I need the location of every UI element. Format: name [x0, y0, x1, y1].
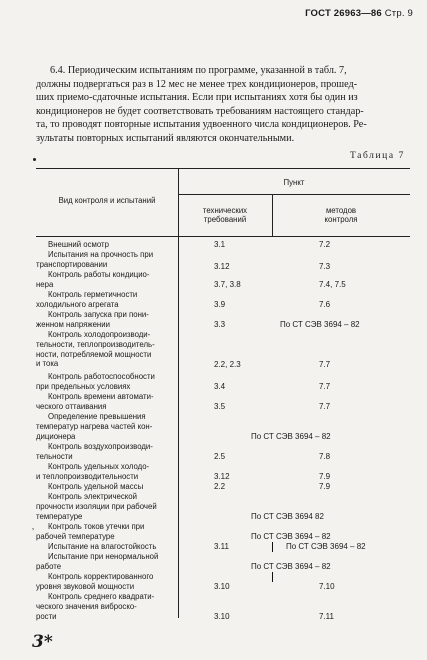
standard-number: ГОСТ 26963—86 — [305, 8, 382, 19]
header-col-meth — [272, 206, 410, 224]
row-meth: 7.7 — [319, 402, 331, 411]
row-name-line: Внешний осмотр — [48, 240, 109, 249]
row-name-line: ческого значения виброско- — [36, 601, 137, 611]
row-name-line: Контроль герметичности — [48, 290, 138, 299]
row-name-line: работе — [36, 561, 62, 571]
row-name — [36, 522, 178, 542]
row-name-line: Определение превышения — [48, 412, 146, 421]
row-req: 3.10 — [214, 582, 230, 591]
header-group-rule — [178, 194, 410, 195]
row-name-line: транспортировании — [36, 259, 108, 269]
row-name-line: Контроль времени автомати- — [48, 392, 154, 401]
row-meth: 7.10 — [319, 582, 335, 591]
row-name — [36, 250, 178, 270]
row-name-line: Контроль удельных холодо- — [48, 462, 150, 471]
column-divider-mark — [272, 542, 273, 552]
row-name — [36, 290, 178, 310]
header-bottom-rule — [36, 236, 410, 237]
page-header — [305, 8, 413, 19]
stray-mark: ‚ — [32, 521, 34, 531]
row-name — [36, 552, 178, 572]
header-col-name: Вид контроля и испытаний — [58, 196, 156, 205]
row-name-line: Контроль электрической — [48, 492, 137, 501]
row-name-line: диционера — [36, 431, 76, 441]
intro-line: кондиционеров не будет соответствовать требованиям настоящего стандар- — [36, 105, 364, 117]
row-name-line: тельности, теплопроизводитель- — [36, 339, 155, 349]
row-name-line: при предельных условиях — [36, 381, 131, 391]
row-name-line: холодильного агрегата — [36, 299, 119, 309]
row-meth: 7.11 — [319, 612, 334, 621]
header-col-req-line: технических — [202, 206, 248, 215]
row-name-line: прочности изоляции при рабочей — [36, 501, 157, 511]
row-name — [36, 392, 178, 412]
header-col-req — [178, 206, 272, 224]
row-name-line: Контроль токов утечки при — [48, 522, 145, 531]
row-name — [36, 270, 178, 290]
row-name-line: Контроль воздухопроизводи- — [48, 442, 153, 451]
row-name — [36, 542, 178, 552]
intro-line: зультаты повторных испытаний являются окончательными. — [36, 132, 295, 144]
row-req: 3.12 — [214, 472, 230, 481]
row-span-value: По СТ СЭВ 3694 82 — [251, 512, 324, 521]
row-name — [36, 442, 178, 462]
row-req: 3.12 — [214, 262, 230, 271]
row-name-line: Контроль запуска при пони- — [48, 310, 149, 319]
row-meth: 7.9 — [319, 472, 331, 481]
handwritten-page-mark: 3* — [32, 632, 53, 652]
row-meth: 7.7 — [319, 382, 331, 391]
table-top-rule — [36, 168, 410, 169]
row-name-line: температуре — [36, 511, 83, 521]
row-name-line: Контроль работы кондицио- — [48, 270, 150, 279]
row-name-line: уровня звуковой мощности — [36, 581, 135, 591]
row-name-line: рости — [36, 611, 57, 621]
header-col-group: Пункт — [283, 178, 305, 187]
row-name — [36, 572, 178, 592]
row-meth: 7.6 — [319, 300, 331, 309]
row-name — [36, 240, 178, 250]
row-req: 2.2, 2.3 — [214, 360, 241, 369]
row-span-value: По СТ СЭВ 3694 – 82 — [251, 562, 331, 571]
row-meth: 7.2 — [319, 240, 331, 249]
intro-line: 6.4. Периодическим испытаниям по программе, указанной в табл. 7, — [50, 65, 347, 76]
header-col-meth-line: методов — [325, 206, 357, 215]
row-meth: 7.9 — [319, 482, 331, 491]
row-name-line: ческого оттаивания — [36, 401, 107, 411]
row-meth: 7.3 — [319, 262, 331, 271]
row-name — [36, 372, 178, 392]
row-name — [36, 592, 178, 621]
intro-paragraph — [36, 64, 408, 146]
row-name-line: Контроль корректированного — [48, 572, 154, 581]
row-req: 3.1 — [214, 240, 226, 249]
intro-line: та, то проводят повторные испытания удвоенного числа кондиционеров. Ре- — [36, 119, 367, 131]
row-name — [36, 462, 178, 482]
row-req: 2.5 — [214, 452, 226, 461]
row-req: 3.3 — [214, 320, 226, 329]
row-req: 3.4 — [214, 382, 226, 391]
row-name-line: ности, потребляемой мощности — [36, 349, 152, 359]
row-meth: По СТ СЭВ 3694 – 82 — [280, 320, 360, 329]
row-name-line: и теплопроизводительности — [36, 471, 139, 481]
row-req: 3.5 — [214, 402, 226, 411]
row-meth: 7.4, 7.5 — [319, 280, 346, 289]
row-name-line: Испытания на прочность при — [48, 250, 154, 259]
row-name-line: рабочей температуре — [36, 531, 115, 541]
row-name — [36, 412, 178, 441]
header-col-meth-line: контроля — [324, 215, 358, 224]
row-name-line: Контроль холодопроизводи- — [48, 330, 151, 339]
row-meth: 7.7 — [319, 360, 331, 369]
row-name-line: нера — [36, 279, 54, 289]
row-name — [36, 492, 178, 521]
row-req: 3.11 — [214, 542, 229, 551]
row-name-line: Контроль удельной массы — [48, 482, 144, 491]
row-name-line: тельности — [36, 451, 73, 461]
row-meth: 7.8 — [319, 452, 331, 461]
row-name-line: Контроль среднего квадрати- — [48, 592, 155, 601]
row-meth: По СТ СЭВ 3694 – 82 — [286, 542, 366, 551]
row-span-value: По СТ СЭВ 3694 – 82 — [251, 532, 331, 541]
table-7 — [32, 168, 410, 621]
row-req: 2.2 — [214, 482, 226, 491]
column-divider-1 — [178, 168, 179, 618]
row-name-line: температур нагрева частей кон- — [36, 421, 153, 431]
row-name — [36, 310, 178, 330]
intro-line: должны подвергаться раз в 12 мес не менее трех кондиционеров, прошед- — [36, 78, 358, 90]
row-name — [36, 482, 178, 492]
page-number: Стр. 9 — [384, 8, 413, 19]
table-label: Таблица 7 — [349, 151, 405, 161]
column-divider-mark — [272, 572, 273, 582]
stray-mark — [33, 158, 36, 161]
row-span-value: По СТ СЭВ 3694 – 82 — [251, 432, 331, 441]
row-req: 3.9 — [214, 300, 226, 309]
row-req: 3.7, 3.8 — [214, 280, 241, 289]
header-col-req-line: требований — [203, 215, 247, 224]
row-name-line: и тока — [36, 359, 59, 369]
row-req: 3.10 — [214, 612, 230, 621]
row-name-line: женном напряжении — [36, 319, 110, 329]
intro-line: ших приемо-сдаточные испытания. Если при испытаниях хотя бы один из — [36, 92, 358, 104]
row-name-line: Контроль работоспособности — [48, 372, 155, 381]
row-name — [36, 330, 178, 369]
row-name-line: Испытание на влагостойкость — [48, 542, 157, 551]
row-name-line: Испытание при ненормальной — [48, 552, 159, 561]
